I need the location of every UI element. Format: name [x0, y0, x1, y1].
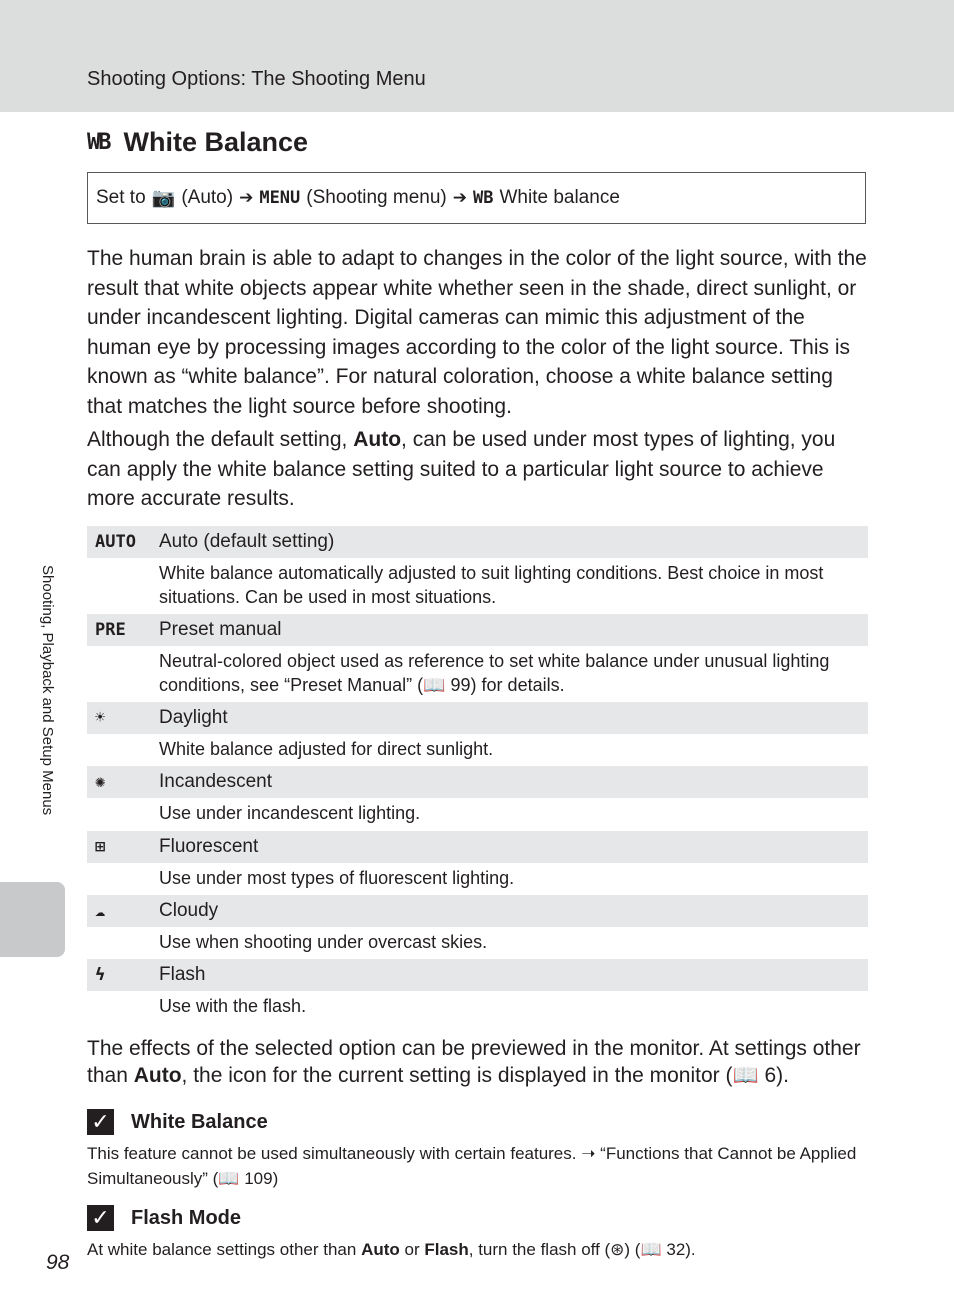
- option-description: Use when shooting under overcast skies.: [159, 932, 488, 952]
- checkmark-icon: ✓: [87, 1109, 114, 1135]
- note-flash-mode-text: At white balance settings other than Auto or Flash, turn the flash off (⊛) (📖 32).: [87, 1240, 696, 1259]
- flash-icon: ϟ: [95, 965, 106, 985]
- incandescent-icon: ✺: [95, 772, 106, 792]
- page-header: [0, 0, 954, 112]
- option-row-auto: [87, 526, 868, 558]
- preset-icon: PRE: [95, 620, 126, 640]
- page-title-text: White Balance: [123, 126, 309, 157]
- arrow-icon: ➔: [452, 188, 467, 207]
- note-title-text: Flash Mode: [131, 1206, 242, 1229]
- menu-path-white-balance: White balance: [499, 187, 620, 208]
- option-name: Flash: [159, 964, 206, 985]
- options-table: [87, 526, 868, 1023]
- option-row-cloudy: [87, 895, 868, 927]
- menu-path-shooting-menu: (Shooting menu): [306, 187, 447, 208]
- option-row-incandescent: [87, 766, 868, 798]
- camera-icon: 📷: [151, 188, 176, 209]
- daylight-icon: ☀: [95, 708, 106, 728]
- note-white-balance-text: This feature cannot be used simultaneously with certain features. ➝ “Functions that Cannot be Applied Simultaneously” (📖 109): [87, 1144, 857, 1188]
- option-name: Auto (default setting): [159, 531, 335, 552]
- option-name: Daylight: [159, 707, 228, 728]
- fluorescent-icon: ⊞: [95, 837, 106, 857]
- option-description: Neutral-colored object used as reference to set white balance under unusual lighting conditions, see “Preset Manual” (📖 99) for details.: [159, 651, 830, 695]
- option-name: Cloudy: [159, 900, 219, 921]
- section-title: Shooting Options: The Shooting Menu: [87, 68, 426, 90]
- menu-path-box: [87, 172, 866, 224]
- option-description: Use with the flash.: [159, 996, 307, 1016]
- option-row-daylight: [87, 702, 868, 734]
- menu-path-set-to: Set to: [96, 187, 146, 208]
- option-description: White balance automatically adjusted to suit lighting conditions. Best choice in most situations. Can be used in most situations.: [159, 563, 824, 607]
- menu-path-auto: (Auto): [181, 187, 234, 208]
- cloudy-icon: ☁: [95, 901, 106, 921]
- page-number: 98: [46, 1251, 70, 1274]
- side-tab-label: Shooting, Playback and Setup Menus: [39, 565, 56, 816]
- intro-paragraph-1: The human brain is able to adapt to changes in the color of the light source, with the result that white objects appear white whether seen in the shade, direct sunlight, or under incandescent lighting. Digital cameras can mimic this adjustment of the human eye by processing images according to the color of the light source. This is known as “white balance”. For natural coloration, choose a white balance setting that matches the light source before shooting.: [87, 247, 867, 418]
- page-title: [87, 122, 308, 162]
- white-balance-icon: WB: [473, 188, 494, 208]
- intro-paragraph-2: Although the default setting, Auto, can be used under most types of lighting, you can apply the white balance setting suited to a particular light source to achieve more accurate results.: [87, 428, 836, 510]
- option-name: Incandescent: [159, 771, 273, 792]
- side-tab: [0, 882, 65, 957]
- note-title-text: White Balance: [131, 1110, 268, 1133]
- checkmark-icon: ✓: [87, 1205, 114, 1231]
- option-row-flash: [87, 959, 868, 991]
- white-balance-icon: WB: [87, 129, 110, 155]
- arrow-icon: ➔: [239, 188, 254, 207]
- option-row-preset: [87, 614, 868, 646]
- option-name: Preset manual: [159, 619, 282, 640]
- auto-icon: AUTO: [95, 532, 136, 552]
- option-description: Use under most types of fluorescent lighting.: [159, 868, 515, 888]
- note-white-balance-title: [87, 1109, 268, 1135]
- preview-paragraph: The effects of the selected option can be previewed in the monitor. At settings other than Auto, the icon for the current setting is displayed in the monitor (📖 6).: [87, 1037, 861, 1087]
- option-row-fluorescent: [87, 831, 868, 863]
- note-flash-mode-title: [87, 1205, 241, 1231]
- option-name: Fluorescent: [159, 836, 259, 857]
- option-description: Use under incandescent lighting.: [159, 803, 421, 823]
- option-description: White balance adjusted for direct sunlight.: [159, 739, 494, 759]
- menu-icon: MENU: [259, 188, 301, 208]
